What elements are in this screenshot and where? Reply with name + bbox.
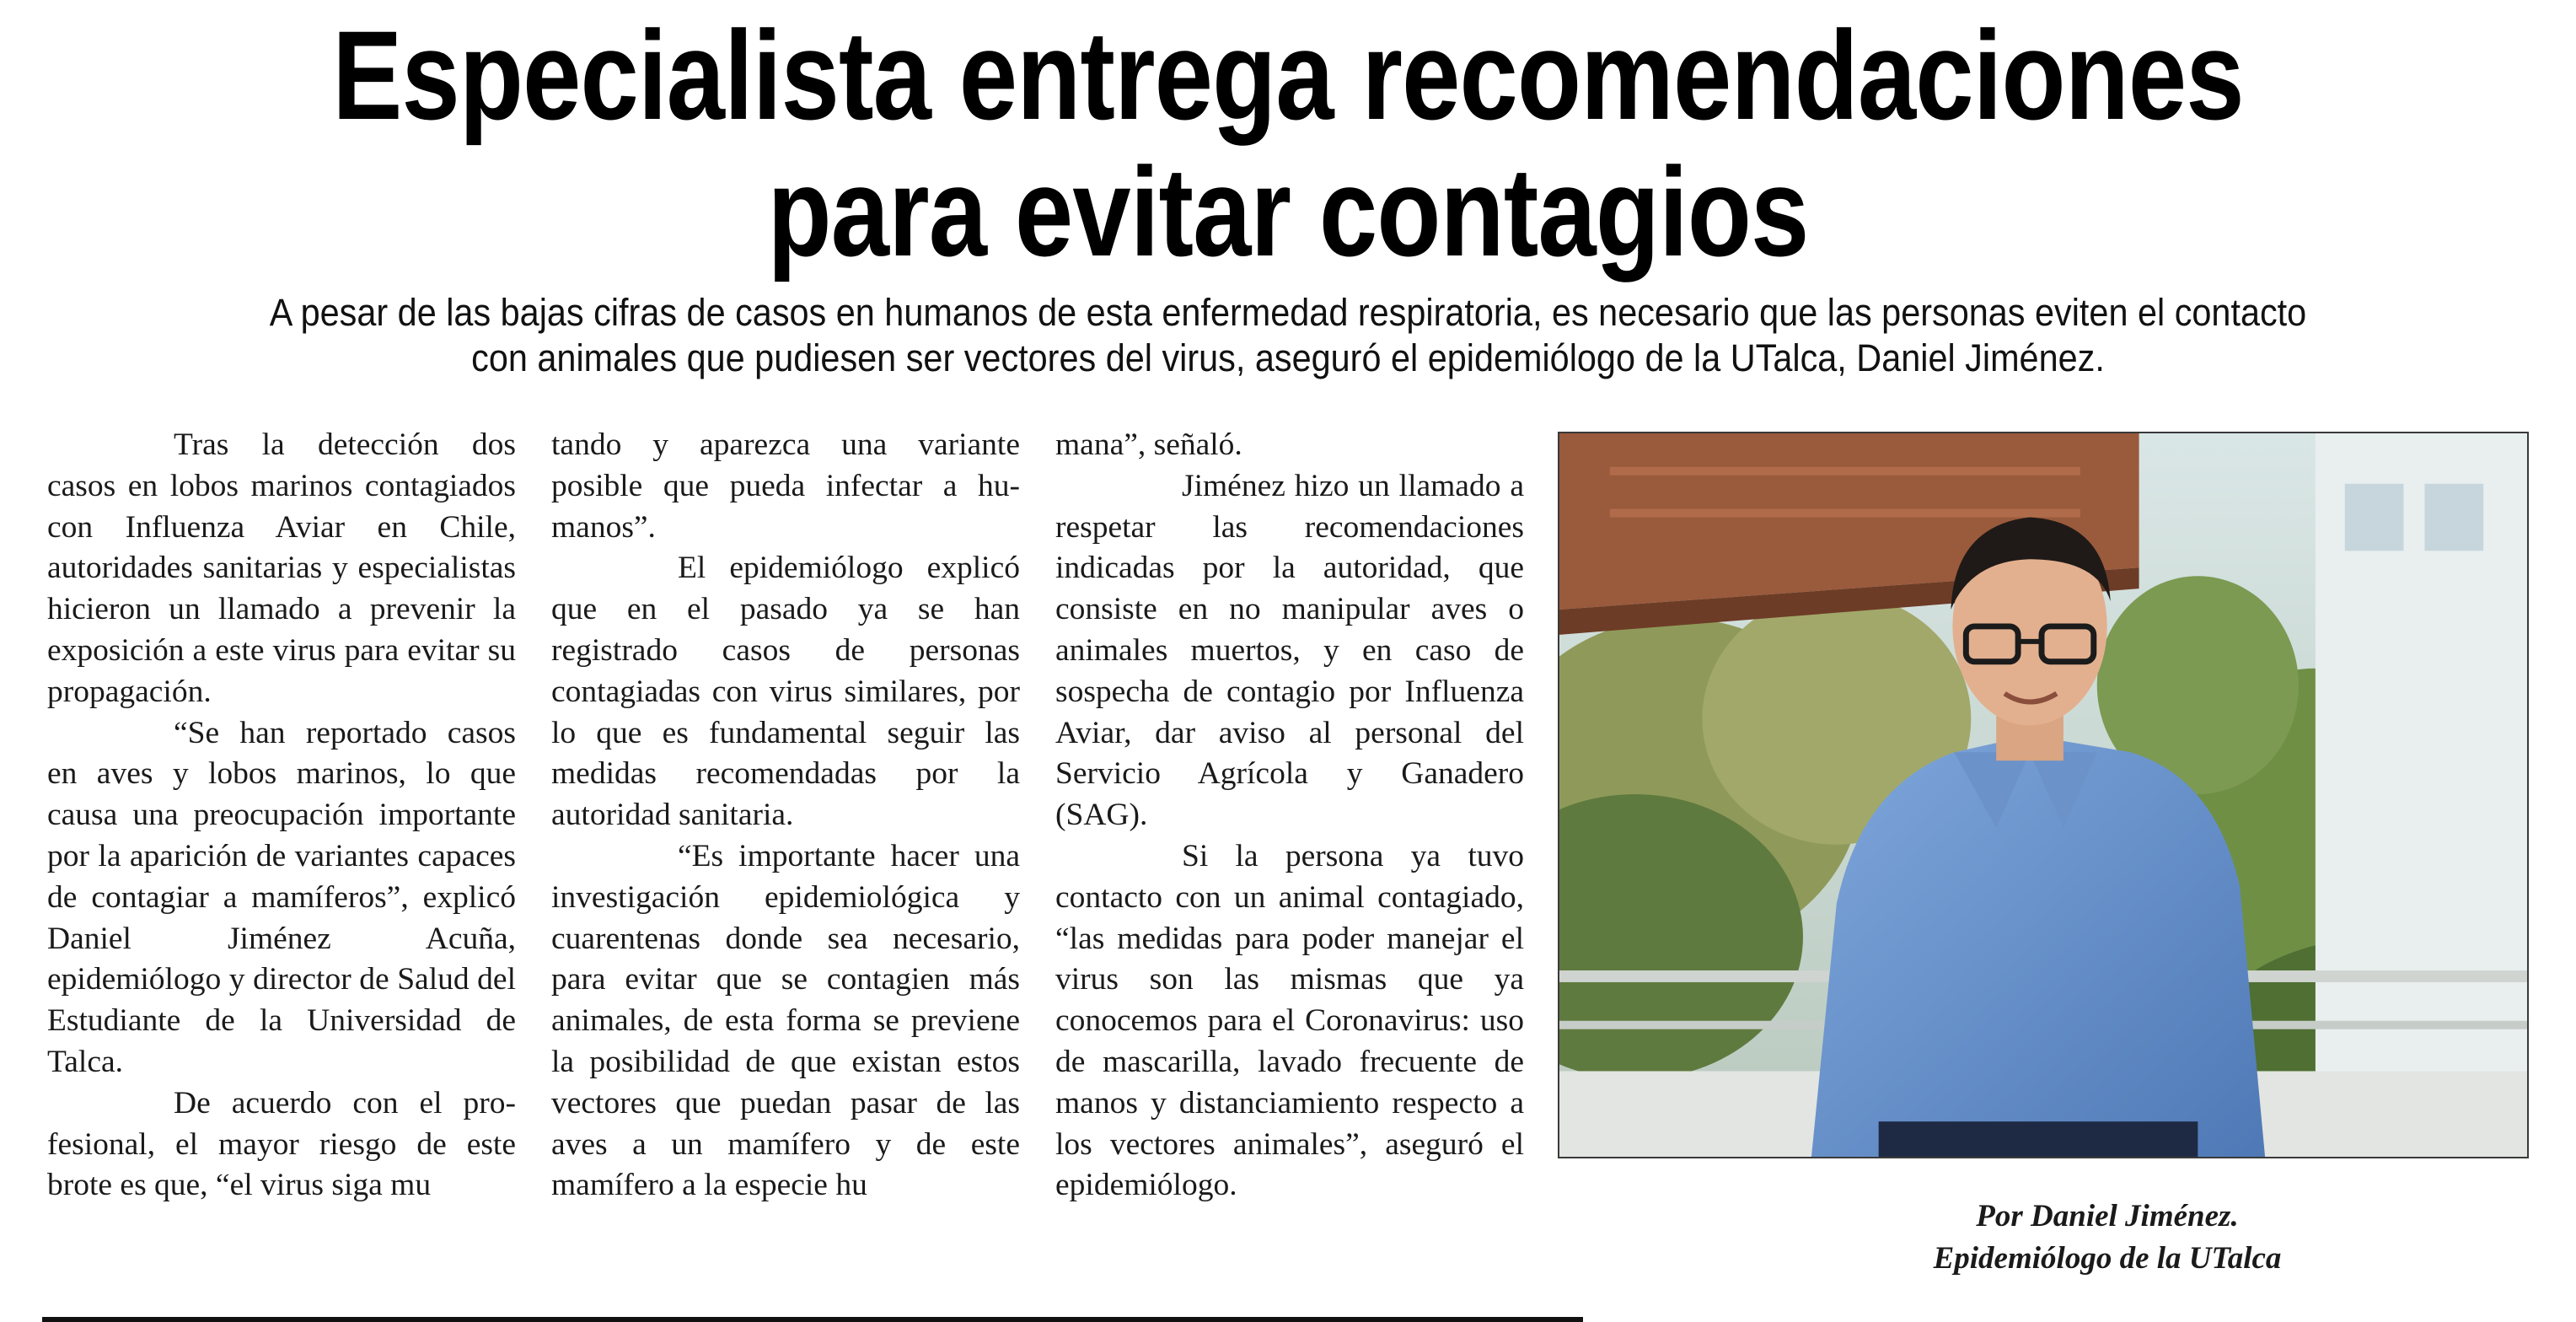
paragraph: Si la persona ya tuvo contacto con un animal contagiado, “las medidas para poder manejar el virus son las mismas que ya conocemos para el Coronavirus: uso de mascarilla, lavado frecuente de manos y distanciamiento respecto a los vectores animales”, aseguró el epidemiólogo. — [1055, 838, 1524, 1203]
headline — [247, 4, 2329, 282]
portrait-illustration — [1559, 433, 2527, 1157]
headline-line: para evitar contagios — [767, 141, 1809, 282]
paragraph: El epidemiólogo explicó que en el pasado ya se han registrado casos de personas contagiadas con virus similares, por lo que es fundamental seguir las medidas recomendadas por la autoridad sanitaria. — [551, 551, 1020, 833]
paragraph: tando y aparezca una variante posible que pueda infectar a humanos”. — [551, 427, 1020, 545]
subtitle — [196, 290, 2380, 381]
text-column-3 — [1055, 425, 1524, 1206]
bottom-rule — [42, 1317, 1583, 1322]
text-column-1 — [47, 425, 516, 1206]
paragraph: Jiménez hizo un llamado a respetar las recomendaciones indicadas por la autoridad, que consiste en no manipular aves o animales muertos, y en caso de sospecha de contagio por Influenza Aviar, dar aviso al personal del Servicio Agrícola y Ganadero (SAG). — [1055, 468, 1524, 833]
paragraph: mana”, señaló. — [1055, 427, 1242, 462]
headline-line: Especialista entrega recomendaciones — [332, 4, 2244, 146]
article-photo — [1558, 432, 2529, 1158]
paragraph: “Es importante hacer una investigación epidemiológica y cuarentenas donde sea necesario, para evitar que se contagien más animales, de esta forma se previene la posibilidad de que existan estos vectores que puedan pasar de las aves a un mamífero y de este mamífero a la especie hu — [551, 838, 1020, 1203]
caption-line: Epidemiólogo de la UTalca — [1933, 1241, 2282, 1276]
text-column-2 — [551, 425, 1020, 1206]
caption-line: Por Daniel Jiménez. — [1976, 1199, 2239, 1233]
photo-caption — [1804, 1196, 2411, 1280]
subtitle-line: A pesar de las bajas cifras de casos en humanos de esta enfermedad respiratoria, es necesario que las personas eviten el contacto — [269, 291, 2307, 334]
paragraph: Tras la detección dos casos en lobos marinos contagiados con Influenza Aviar en Chile, autoridades sanitarias y especialistas hicieron un llamado a prevenir la exposición a este virus para evitar su propagación. — [47, 427, 516, 709]
subtitle-line: con animales que pudiesen ser vectores del virus, aseguró el epidemiólogo de la UTalca, Daniel Jiménez. — [471, 336, 2105, 379]
paragraph: De acuerdo con el profesional, el mayor riesgo de este brote es que, “el virus siga mu — [47, 1085, 516, 1203]
paragraph: “Se han reportado casos en aves y lobos marinos, lo que causa una preocupación importante por la aparición de variantes capaces de contagiar a mamíferos”, explicó Daniel Jiménez Acuña, epidemiólogo y director de Salud del Estudiante de la Universidad de Talca. — [47, 715, 516, 1079]
